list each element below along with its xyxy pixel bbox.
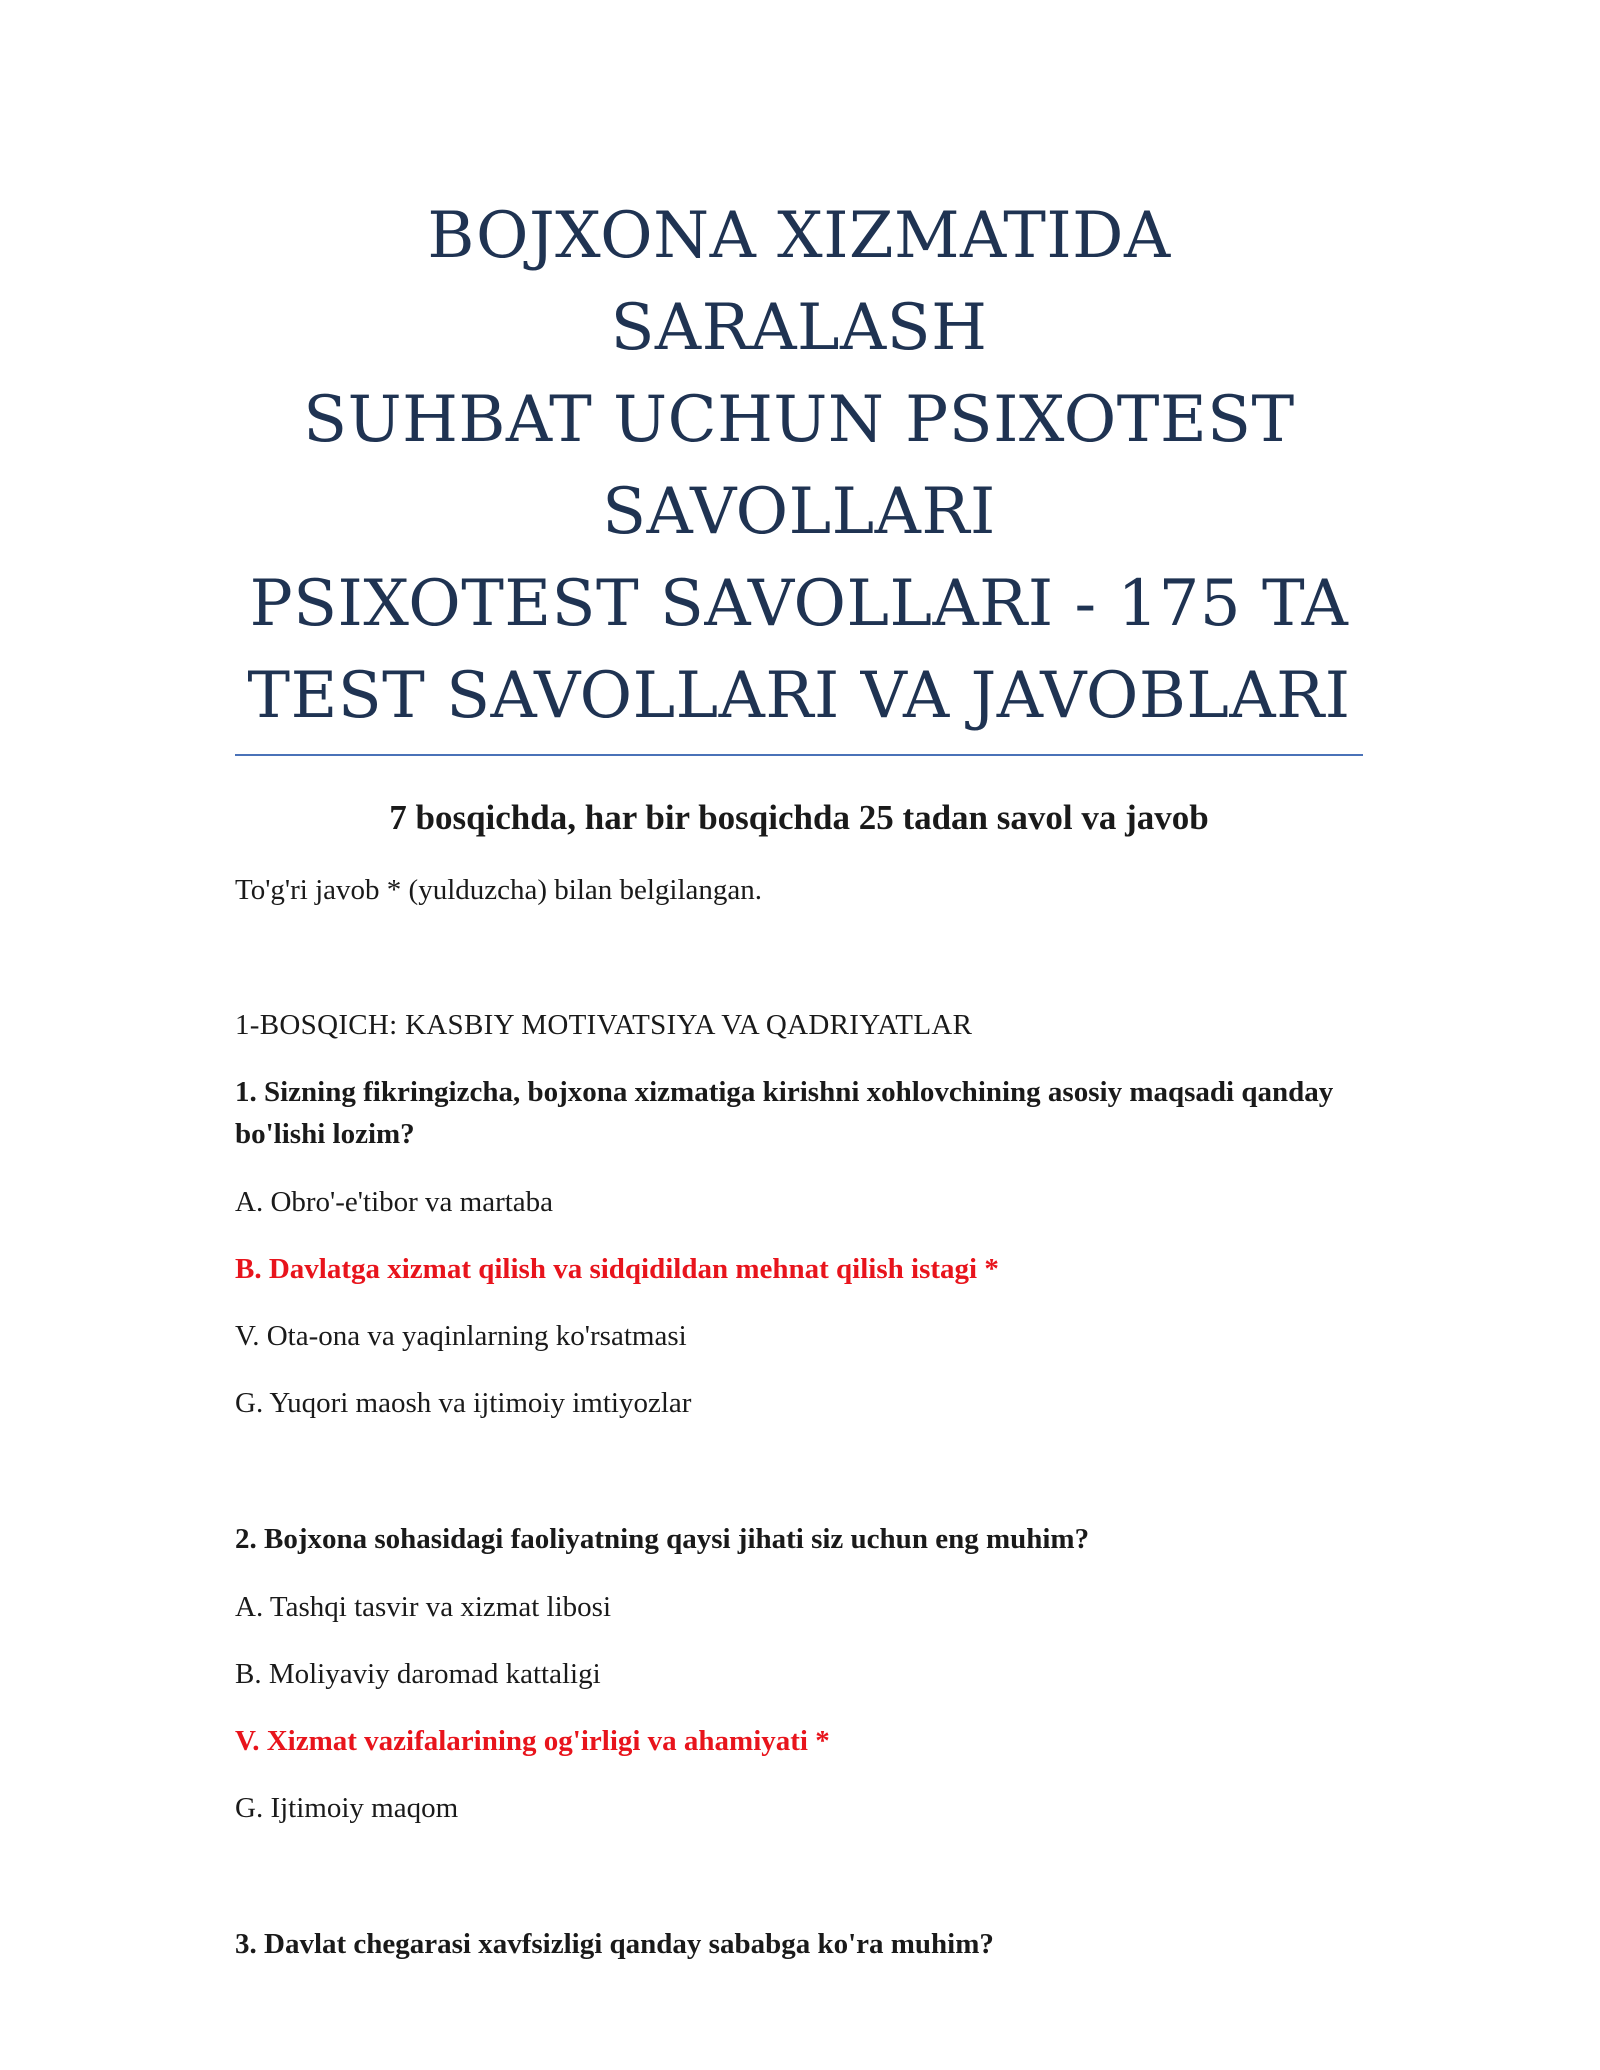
title-line: BOJXONA XIZMATIDA SARALASH xyxy=(427,199,1171,365)
section-title: 1-BOSQICH: KASBIY MOTIVATSIYA VA QADRIYATLAR xyxy=(235,1009,973,1041)
document-title xyxy=(235,190,1363,756)
answer-option: A. Tashqi tasvir va xizmat libosi xyxy=(235,1591,611,1623)
answer-key-note: To'g'ri javob * (yulduzcha) bilan belgilangan. xyxy=(235,874,763,906)
answer-option: A. Obro'-e'tibor va martaba xyxy=(235,1186,554,1218)
question-text: 1. Sizning fikringizcha, bojxona xizmatiga kirishni xohlovchining asosiy maqsadi qanday bo'lishi lozim? xyxy=(235,1076,1334,1150)
document-page xyxy=(235,190,1363,1965)
question-text: 3. Davlat chegarasi xavfsizligi qanday sababga ko'ra muhim? xyxy=(235,1928,994,1960)
answer-option: B. Moliyaviy daromad kattaligi xyxy=(235,1658,601,1690)
answer-option: G. Yuqori maosh va ijtimoiy imtiyozlar xyxy=(235,1387,692,1419)
answer-option: G. Ijtimoiy maqom xyxy=(235,1792,459,1824)
document-subtitle: 7 bosqichda, har bir bosqichda 25 tadan savol va javob xyxy=(389,798,1209,837)
question-block xyxy=(235,1923,1363,1965)
title-line: SUHBAT UCHUN PSIXOTEST xyxy=(303,383,1295,457)
answer-option-correct: V. Xizmat vazifalarining og'irligi va ahamiyati * xyxy=(235,1725,830,1757)
answer-option: V. Ota-ona va yaqinlarning ko'rsatmasi xyxy=(235,1320,687,1352)
title-line: TEST SAVOLLARI VA JAVOBLARI xyxy=(247,659,1351,733)
answer-option-correct: B. Davlatga xizmat qilish va sidqidildan mehnat qilish istagi * xyxy=(235,1253,999,1285)
question-text: 2. Bojxona sohasidagi faoliyatning qaysi jihati siz uchun eng muhim? xyxy=(235,1523,1090,1555)
title-line: SAVOLLARI xyxy=(602,475,996,549)
title-line: PSIXOTEST SAVOLLARI - 175 TA xyxy=(249,567,1349,641)
question-block xyxy=(235,1071,1363,1423)
question-block xyxy=(235,1518,1363,1828)
